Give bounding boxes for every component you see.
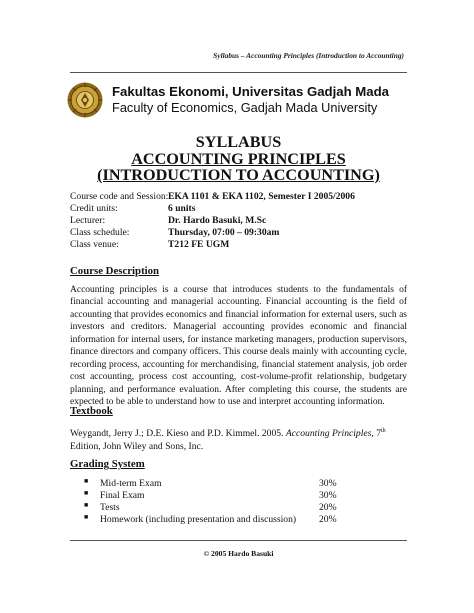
grading-item-label: Homework (including presentation and discussion) — [100, 514, 297, 525]
bullet-icon: ■ — [84, 501, 89, 509]
textbook-heading: Textbook — [70, 405, 113, 417]
info-label: Credit units: — [70, 203, 118, 214]
textbook-edition-suffix: th — [380, 428, 386, 434]
textbook-reference — [70, 425, 407, 453]
textbook-authors: Weygandt, Jerry J.; D.E. Kieso and P.D. Kimmel. 2005. — [70, 428, 286, 440]
grading-item-label: Mid-term Exam — [100, 478, 162, 489]
document-title: SYLLABUS — [195, 133, 282, 151]
grading-item-label: Tests — [100, 502, 120, 513]
info-label: Class schedule: — [70, 227, 130, 238]
info-value: EKA 1101 & EKA 1102, Semester I 2005/2006 — [168, 191, 355, 202]
textbook-edition-number: , 7 — [371, 428, 381, 440]
grading-system-heading: Grading System — [70, 458, 145, 470]
bullet-icon: ■ — [84, 489, 89, 497]
info-value: Dr. Hardo Basuki, M.Sc — [168, 215, 267, 226]
university-seal-icon — [67, 82, 103, 118]
course-title: ACCOUNTING PRINCIPLES — [131, 150, 346, 168]
grading-item-percent: 30% — [319, 478, 337, 489]
info-label: Lecturer: — [70, 215, 106, 226]
footer-copyright: © 2005 Hardo Basuki — [203, 549, 274, 558]
textbook-publisher: Edition, John Wiley and Sons, Inc. — [70, 440, 204, 452]
info-value: Thursday, 07:00 – 09:30am — [168, 227, 280, 238]
grading-item-label: Final Exam — [100, 490, 145, 501]
textbook-title: Accounting Principles — [285, 428, 372, 440]
header-divider — [70, 72, 407, 73]
institution-name-en: Faculty of Economics, Gadjah Mada University — [112, 100, 378, 115]
info-label: Course code and Session: — [70, 191, 169, 202]
footer-divider — [70, 540, 407, 541]
bullet-icon: ■ — [84, 513, 89, 521]
grading-item-percent: 20% — [319, 502, 337, 513]
info-value: 6 units — [168, 203, 196, 214]
running-header: Syllabus – Accounting Principles (Introduction to Accounting) — [213, 51, 404, 60]
grading-item-percent: 30% — [319, 490, 337, 501]
course-description-text: Accounting principles is a course that introduces students to the fundamentals of financial accounting and managerial accounting. Financial accounting is the field of accounting that provides economics and financial information for external users, such as investors and creditors. Managerial accounting provides economic and financial information for internal users, for instance marketing managers, production supervisors, finance directors and company officers. This course deals mainly with accounting cycle, recording process, accounting for merchandising, financial statement analysis, job order cost accounting, process cost accounting, cost-volume-profit relationship, budgetary planning, and performance evaluation. After completing this course, the students are expected to be able to understand how to use and interpret accounting information. — [70, 285, 407, 408]
institution-name-id: Fakultas Ekonomi, Universitas Gadjah Mada — [112, 84, 390, 99]
info-label: Class venue: — [70, 239, 119, 250]
info-value: T212 FE UGM — [168, 239, 230, 250]
course-description-heading: Course Description — [70, 265, 160, 277]
bullet-icon: ■ — [84, 477, 89, 485]
grading-item-percent: 20% — [319, 514, 337, 525]
course-subtitle: (INTRODUCTION TO ACCOUNTING) — [97, 166, 380, 184]
